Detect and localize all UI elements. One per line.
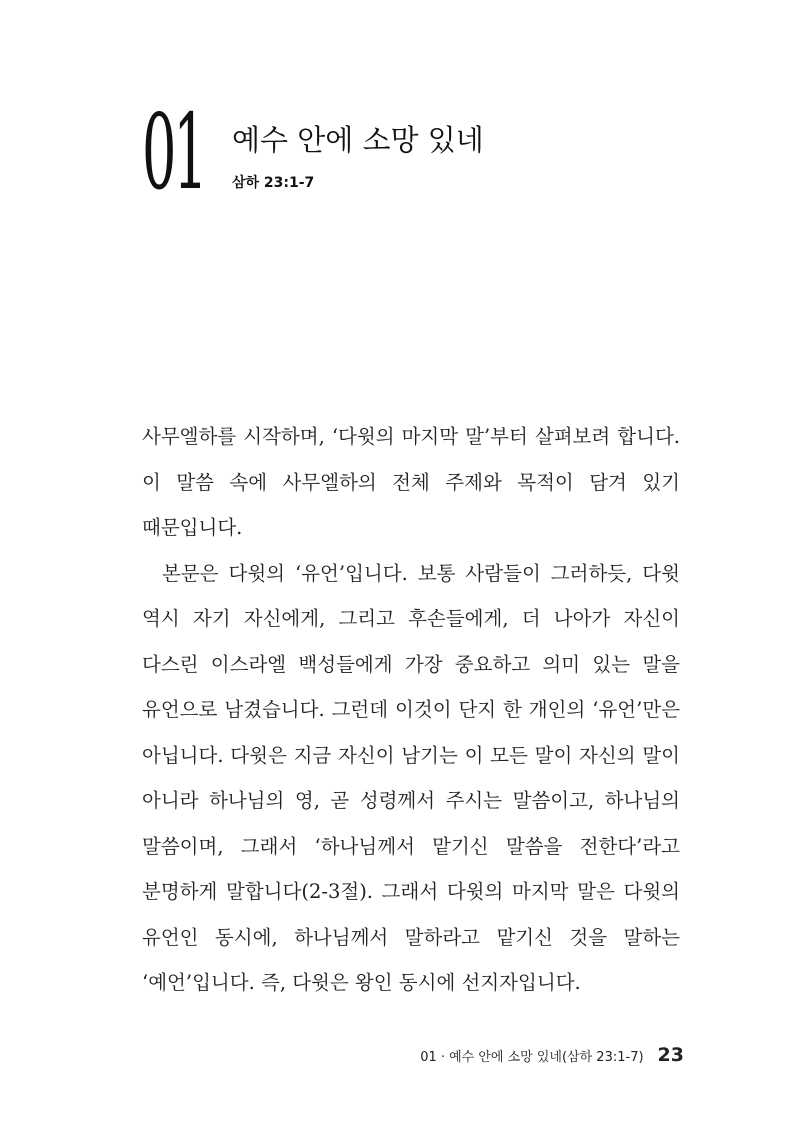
running-title: 01 · 예수 안에 소망 있네(삼하 23:1-7) xyxy=(420,1050,644,1065)
page-footer xyxy=(420,1044,684,1066)
paragraph: 사무엘하를 시작하며, ‘다윗의 마지막 말’부터 살펴보려 합니다. 이 말씀 속에 사무엘하의 전체 주제와 목적이 담겨 있기 때문입니다. xyxy=(142,425,680,539)
paragraph: 본문은 다윗의 ‘유언’입니다. 보통 사람들이 그러하듯, 다윗 역시 자기 자신에게, 그리고 후손들에게, 더 나아가 자신이 다스린 이스라엘 백성들에게 가장 중요하고 의미 있는 말을 유언으로 남겼습니다. 그런데 이것이 단지 한 개인의 ‘유언’만은 아닙니다. 다윗은 지금 자신이 남기는 이 모든 말이 자신의 말이 아니라 하나님의 영, 곧 성령께서 주시는 말씀이고, 하나님의 말씀이며, 그래서 ‘하나님께서 맡기신 말씀을 전한다’라고 분명하게 말합니다(2-3절). 그래서 다윗의 마지막 말은 다윗의 유언인 동시에, 하나님께서 말하라고 맡기신 것을 말하는 ‘예언’입니다. 즉, 다윗은 왕인 동시에 선지자입니다. xyxy=(142,561,680,994)
chapter-scripture-reference: 삼하 23:1-7 xyxy=(232,175,315,191)
body-text xyxy=(142,414,680,1006)
page-number: 23 xyxy=(657,1044,684,1066)
chapter-number: 01 xyxy=(142,91,205,213)
chapter-title: 예수 안에 소망 있네 xyxy=(232,123,484,157)
